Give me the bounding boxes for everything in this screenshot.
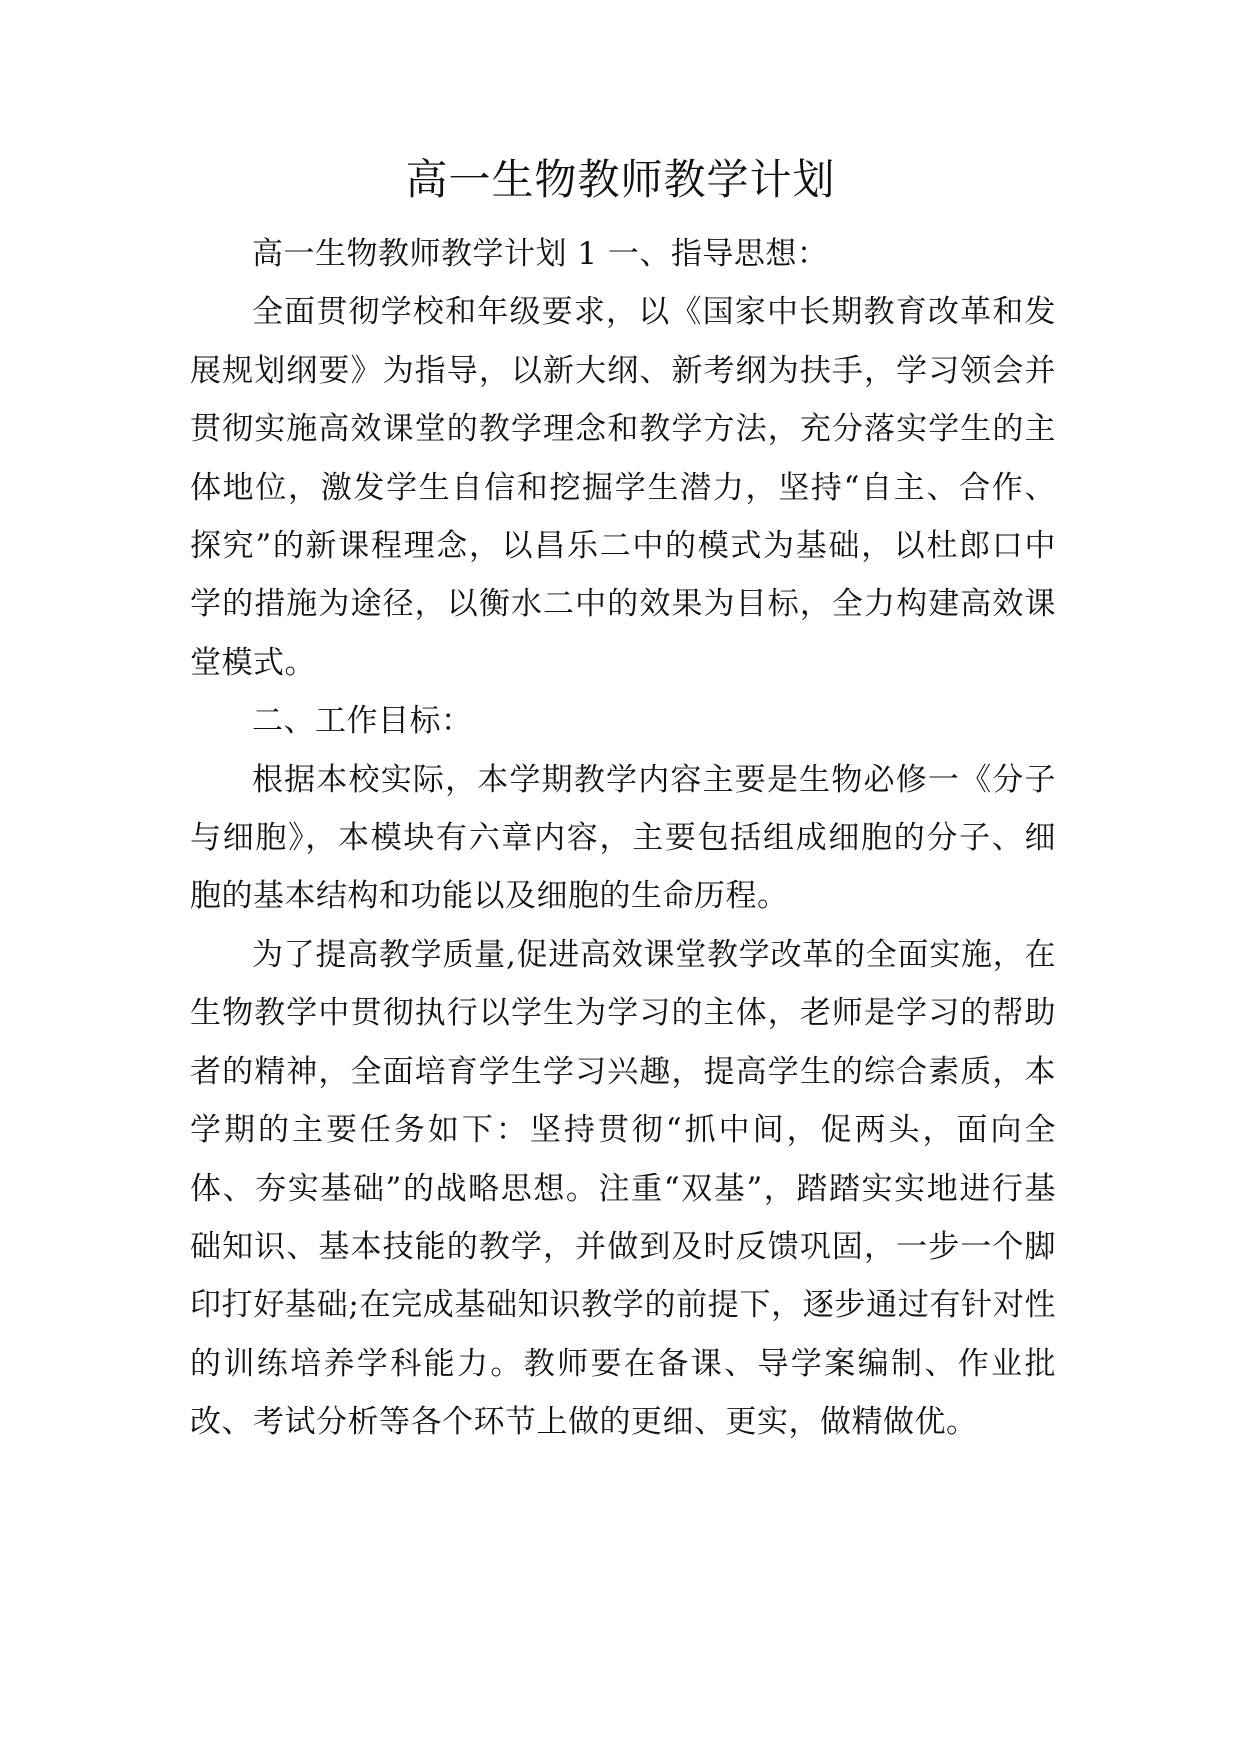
paragraph-main-tasks: 为了提高教学质量,促进高效课堂教学改革的全面实施，在生物教学中贯彻执行以学生为学习的主体，老师是学习的帮助者的精神，全面培育学生学习兴趣，提高学生的综合素质，本学期的主要任务如下：坚持贯彻“抓中间，促两头，面向全体、夯实基础”的战略思想。注重“双基”，踏踏实实地进行基础知识、基本技能的教学，并做到及时反馈巩固，一步一个脚印打好基础;在完成基础知识教学的前提下，逐步通过有针对性的训练培养学科能力。教师要在备课、导学案编制、作业批改、考试分析等各个环节上做的更细、更实，做精做优。 — [190, 936, 1056, 1441]
paragraph-work-goal-heading: 二、工作目标： — [252, 703, 473, 740]
document-title: 高一生物教师教学计划 — [405, 155, 836, 204]
document-body — [190, 225, 1056, 1452]
paragraph-teaching-content: 根据本校实际，本学期教学内容主要是生物必修一《分子与细胞》，本模块有六章内容，主要包括组成细胞的分子、细胞的基本结构和功能以及细胞的生命历程。 — [190, 761, 1056, 915]
paragraph-guiding-thought: 全面贯彻学校和年级要求，以《国家中长期教育改革和发展规划纲要》为指导，以新大纲、新考纲为扶手，学习领会并贯彻实施高效课堂的教学理念和教学方法，充分落实学生的主体地位，激发学生自信和挖掘学生潜力，坚持“自主、合作、探究”的新课程理念，以昌乐二中的模式为基础，以杜郎口中学的措施为途径，以衡水二中的效果为目标，全力构建高效课堂模式。 — [190, 294, 1056, 681]
paragraph-guiding-heading: 高一生物教师教学计划 1 一、指导思想： — [252, 236, 829, 272]
